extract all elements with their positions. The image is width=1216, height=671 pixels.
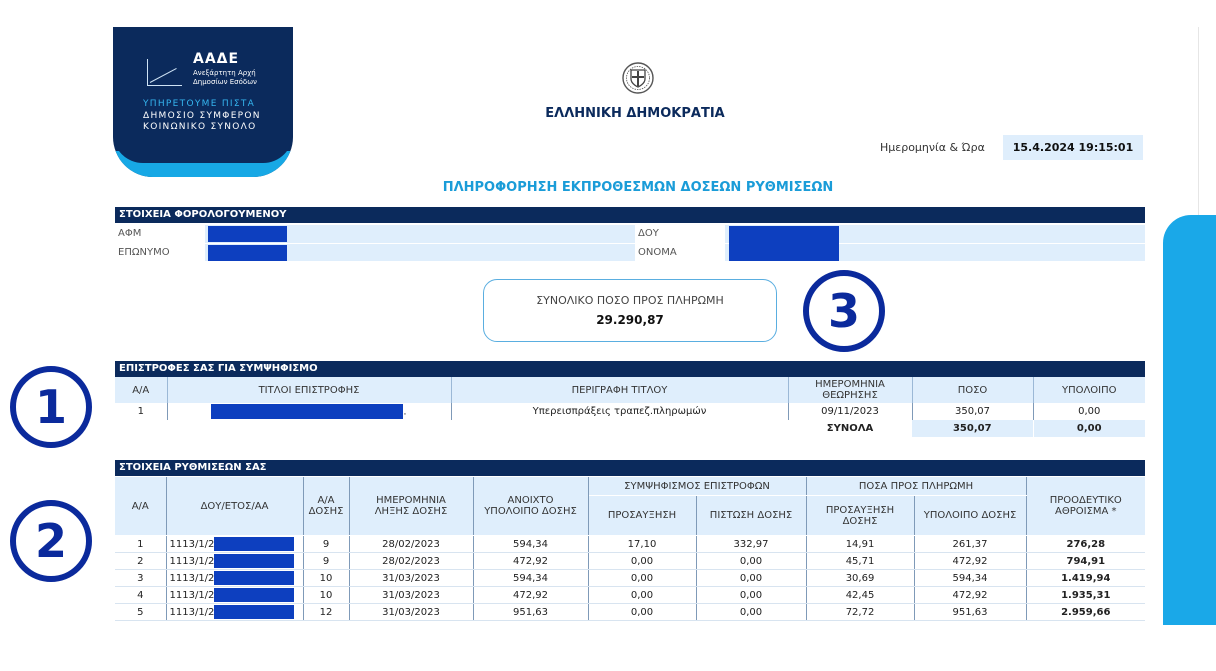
settlements-cell-surcharge: 0,00: [588, 553, 696, 570]
settlements-header-aa: Α/Α: [115, 477, 166, 536]
page-edge-line: [1198, 27, 1199, 217]
settlements-header-offset-group: ΣΥΜΨΗΦΙΣΜΟΣ ΕΠΙΣΤΡΟΦΩΝ: [588, 477, 806, 496]
settlements-header-pay-surcharge-line2: ΔΟΣΗΣ: [842, 515, 878, 527]
settlements-doy-prefix: 1113/1/2: [169, 556, 215, 567]
settlements-section-header: ΣΤΟΙΧΕΙΑ ΡΥΘΜΙΣΕΩΝ ΣΑΣ: [115, 460, 1145, 476]
doy-name-redacted: [729, 226, 839, 261]
settlements-cell-surcharge: 0,00: [588, 604, 696, 621]
returns-header-titles: ΤΙΤΛΟΙ ΕΠΙΣΤΡΟΦΗΣ: [167, 377, 451, 403]
settlements-cell-surcharge: 0,00: [588, 587, 696, 604]
table-row: [115, 536, 1145, 553]
settlements-header-open-line2: ΥΠΟΛΟΙΠΟ ΔΟΣΗΣ: [484, 506, 577, 517]
returns-totals-row: [115, 420, 1145, 437]
settlements-cell-open: 472,92: [473, 587, 588, 604]
total-amount-label: ΣΥΝΟΛΙΚΟ ΠΟΣΟ ΠΡΟΣ ΠΛΗΡΩΜΗ: [536, 294, 724, 307]
settlements-cell-doy: [166, 570, 303, 587]
returns-cell-date: 09/11/2023: [788, 403, 912, 420]
returns-header-date-line2: ΘΕΩΡΗΣΗΣ: [822, 390, 878, 401]
callout-one: 1: [10, 366, 92, 448]
total-amount-box: [483, 279, 777, 342]
table-row: [115, 604, 1145, 621]
settlements-header-open: [473, 477, 588, 536]
settlements-doy-prefix: 1113/1/2: [169, 573, 215, 584]
settlements-cell-credit: 0,00: [696, 570, 806, 587]
settlements-cell-expiry: 31/03/2023: [349, 570, 473, 587]
document-title: ΠΛΗΡΟΦΟΡΗΣΗ ΕΚΠΡΟΘΕΣΜΩΝ ΔΟΣΕΩΝ ΡΥΘΜΙΣΕΩΝ: [442, 180, 834, 195]
settlements-cell-aa: 4: [115, 587, 166, 604]
total-amount-value: 29.290,87: [596, 313, 664, 327]
returns-header-description: ΠΕΡΙΓΡΑΦΗ ΤΙΤΛΟΥ: [451, 377, 788, 403]
settlements-header-credit: ΠΙΣΤΩΣΗ ΔΟΣΗΣ: [696, 496, 806, 536]
settlements-doy-prefix: 1113/1/2: [169, 539, 215, 550]
settlements-header-dose-line2: ΔΟΣΗΣ: [308, 506, 344, 517]
settlements-cell-doy: [166, 587, 303, 604]
settlements-cell-remaining: 472,92: [914, 587, 1026, 604]
greek-emblem-icon: [620, 60, 656, 96]
settlements-header-doy: ΔΟΥ/ΕΤΟΣ/ΑΑ: [166, 477, 303, 536]
settlements-header-open-line1: ΑΝΟΙΧΤΟ: [507, 495, 554, 506]
settlements-header-pay-surcharge-line1: ΠΡΟΣΑΥΞΗΣΗ: [825, 504, 895, 516]
datetime-value: 15.4.2024 19:15:01: [1003, 135, 1143, 160]
logo-brand: ΑΑΔΕ: [193, 51, 240, 67]
table-row: [115, 587, 1145, 604]
returns-header-amount: ΠΟΣΟ: [912, 377, 1033, 403]
settlements-cell-aa: 3: [115, 570, 166, 587]
logo-motto-line3: ΚΟΙΝΩΝΙΚΟ ΣΥΝΟΛΟ: [143, 122, 257, 132]
settlements-header-expiry-line1: ΗΜΕΡΟΜΗΝΙΑ: [376, 495, 446, 506]
returns-cell-aa: 1: [115, 403, 167, 420]
settlements-body: [115, 536, 1145, 621]
settlements-cell-remaining: 472,92: [914, 553, 1026, 570]
returns-cell-amount: 350,07: [912, 403, 1033, 420]
logo-subtitle-line1: Ανεξάρτητη Αρχή: [193, 69, 256, 77]
settlements-cell-pay-surcharge: 45,71: [806, 553, 914, 570]
settlement-id-redacted: [214, 605, 294, 619]
returns-header-aa: Α/Α: [115, 377, 167, 403]
returns-header-date-line1: ΗΜΕΡΟΜΗΝΙΑ: [815, 379, 885, 390]
aade-logo: [113, 27, 293, 177]
returns-cell-title: [167, 403, 451, 420]
return-title-redacted: [211, 404, 403, 419]
settlements-cell-expiry: 31/03/2023: [349, 604, 473, 621]
settlements-cell-expiry: 28/02/2023: [349, 553, 473, 570]
settlements-cell-remaining: 951,63: [914, 604, 1026, 621]
afm-label: ΑΦΜ: [118, 228, 142, 239]
logo-motto-line2: ΔΗΜΟΣΙΟ ΣΥΜΦΕΡΟΝ: [143, 111, 261, 121]
settlements-header-cumulative: [1026, 477, 1145, 536]
settlements-cell-surcharge: 0,00: [588, 570, 696, 587]
settlement-id-redacted: [214, 588, 294, 602]
datetime-label: Ημερομηνία & Ώρα: [880, 141, 985, 154]
settlements-cell-aa: 2: [115, 553, 166, 570]
returns-totals-amount: 350,07: [912, 420, 1033, 437]
settlements-header-pay-surcharge: [806, 496, 914, 536]
settlements-cell-doy: [166, 604, 303, 621]
settlements-cell-dose: 10: [303, 570, 349, 587]
table-row: [115, 570, 1145, 587]
settlements-table: [115, 477, 1145, 621]
logo-subtitle: [193, 69, 257, 87]
returns-totals-balance: 0,00: [1033, 420, 1145, 437]
settlements-doy-prefix: 1113/1/2: [169, 607, 215, 618]
taxpayer-section-header: ΣΤΟΙΧΕΙΑ ΦΟΡΟΛΟΓΟΥΜΕΝΟΥ: [115, 207, 1145, 223]
settlements-cell-aa: 5: [115, 604, 166, 621]
returns-section-header: ΕΠΙΣΤΡΟΦΕΣ ΣΑΣ ΓΙΑ ΣΥΜΨΗΦΙΣΜΟ: [115, 361, 1145, 377]
settlements-cell-credit: 0,00: [696, 587, 806, 604]
settlements-cell-open: 594,34: [473, 570, 588, 587]
settlements-cell-remaining: 594,34: [914, 570, 1026, 587]
settlements-cell-credit: 332,97: [696, 536, 806, 553]
settlements-header-expiry-line2: ΛΗΞΗΣ ΔΟΣΗΣ: [374, 506, 448, 517]
settlements-header-expiry: [349, 477, 473, 536]
settlements-cell-pay-surcharge: 14,91: [806, 536, 914, 553]
returns-totals-spacer: [115, 420, 788, 437]
returns-totals-label: ΣΥΝΟΛΑ: [788, 420, 912, 437]
settlements-header-surcharge: ΠΡΟΣΑΥΞΗΣΗ: [588, 496, 696, 536]
returns-header-row: [115, 377, 1145, 403]
settlements-header-row-1: [115, 477, 1145, 496]
settlements-header-cumulative-line1: ΠΡΟΟΔΕΥΤΙΚΟ: [1049, 495, 1122, 506]
settlements-cell-expiry: 31/03/2023: [349, 587, 473, 604]
settlements-cell-credit: 0,00: [696, 604, 806, 621]
logo-motto-line1: ΥΠΗΡΕΤΟΥΜΕ ΠΙΣΤΑ: [143, 99, 256, 109]
settlements-cell-cumulative: 794,91: [1026, 553, 1145, 570]
doy-label: ΔΟΥ: [638, 228, 659, 239]
settlements-cell-pay-surcharge: 42,45: [806, 587, 914, 604]
settlements-cell-dose: 10: [303, 587, 349, 604]
settlements-header-dose-line1: Α/Α: [317, 495, 335, 506]
taxpayer-row-divider: [115, 243, 1145, 244]
name-label: ΟΝΟΜΑ: [638, 247, 677, 258]
settlements-doy-prefix: 1113/1/2: [169, 590, 215, 601]
table-row: [115, 553, 1145, 570]
settlements-cell-cumulative: 276,28: [1026, 536, 1145, 553]
settlements-cell-expiry: 28/02/2023: [349, 536, 473, 553]
settlements-cell-pay-surcharge: 30,69: [806, 570, 914, 587]
decorative-side-strip: [1163, 215, 1216, 625]
table-row: [115, 403, 1145, 420]
settlements-cell-dose: 12: [303, 604, 349, 621]
settlements-cell-surcharge: 17,10: [588, 536, 696, 553]
logo-subtitle-line2: Δημοσίων Εσόδων: [193, 78, 257, 86]
logo-mark-icon: [147, 59, 182, 86]
settlements-cell-dose: 9: [303, 536, 349, 553]
settlements-header-remaining: ΥΠΟΛΟΙΠΟ ΔΟΣΗΣ: [914, 496, 1026, 536]
returns-header-balance: ΥΠΟΛΟΙΠΟ: [1033, 377, 1145, 403]
returns-title-suffix: .: [403, 406, 407, 418]
settlements-cell-open: 472,92: [473, 553, 588, 570]
callout-two: 2: [10, 500, 92, 582]
settlements-header-pay-group: ΠΟΣΑ ΠΡΟΣ ΠΛΗΡΩΜΗ: [806, 477, 1026, 496]
settlements-header-cumulative-line2: ΑΘΡΟΙΣΜΑ *: [1055, 506, 1117, 517]
returns-cell-balance: 0,00: [1078, 406, 1101, 417]
republic-title: ΕΛΛΗΝΙΚΗ ΔΗΜΟΚΡΑΤΙΑ: [545, 106, 725, 121]
settlement-id-redacted: [214, 537, 294, 551]
surname-redacted: [208, 245, 287, 261]
settlements-cell-dose: 9: [303, 553, 349, 570]
settlement-id-redacted: [214, 554, 294, 568]
settlements-cell-open: 951,63: [473, 604, 588, 621]
settlements-cell-aa: 1: [115, 536, 166, 553]
settlements-cell-cumulative: 1.935,31: [1026, 587, 1145, 604]
settlements-cell-credit: 0,00: [696, 553, 806, 570]
settlements-cell-doy: [166, 536, 303, 553]
afm-redacted: [208, 226, 287, 242]
settlements-cell-cumulative: 1.419,94: [1026, 570, 1145, 587]
logo-base: [113, 133, 293, 163]
settlements-cell-open: 594,34: [473, 536, 588, 553]
returns-table: [115, 377, 1145, 437]
settlement-id-redacted: [214, 571, 294, 585]
returns-cell-description: Υπερεισπράξεις τραπεζ.πληρωμών: [451, 403, 788, 420]
callout-three: 3: [803, 270, 885, 352]
surname-label: ΕΠΩΝΥΜΟ: [118, 247, 170, 258]
settlements-cell-remaining: 261,37: [914, 536, 1026, 553]
settlements-cell-cumulative: 2.959,66: [1026, 604, 1145, 621]
logo-motto: [143, 111, 261, 133]
settlements-header-dose: [303, 477, 349, 536]
settlements-cell-pay-surcharge: 72,72: [806, 604, 914, 621]
returns-header-date: [788, 377, 912, 403]
settlements-cell-doy: [166, 553, 303, 570]
